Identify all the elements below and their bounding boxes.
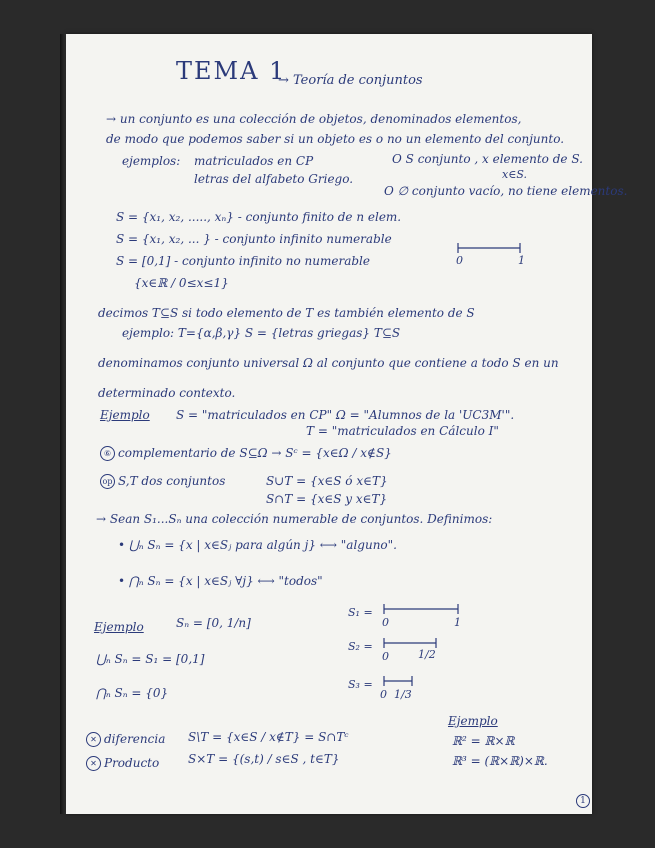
tick-label: 0 [380, 688, 387, 701]
set-label: S₁ = [348, 606, 373, 619]
interval-sketch-0-1 [456, 240, 526, 264]
text-line: ejemplos: [122, 154, 181, 168]
text-line: ✕ Producto [86, 756, 159, 771]
circled-x: ✕ [86, 732, 101, 747]
text-line: S = "matriculados en CP" Ω = "Alumnos de la 'UC3M'". [176, 408, 515, 422]
notebook-page [66, 34, 628, 814]
page-number: 1 [576, 794, 590, 808]
tick-label: 1 [454, 616, 461, 629]
circled-operation: op [100, 474, 115, 489]
tick-label: 1/2 [418, 648, 436, 661]
tick-label: 0 [456, 254, 463, 267]
text-line: determinado contexto. [98, 386, 236, 400]
text-line: S∪T = {x∈S ó x∈T} [266, 474, 388, 488]
text-line: S∩T = {x∈S y x∈T} [266, 492, 388, 506]
text-line: ℝ² = ℝ×ℝ [452, 734, 515, 748]
text-line: decimos T⊆S si todo elemento de T es también elemento de S [98, 306, 475, 320]
text-line: letras del alfabeto Griego. [194, 172, 354, 186]
text-line: • ⋃ₙ Sₙ = {x | x∈Sⱼ para algún j} ⟷ "alguno". [118, 538, 397, 552]
set-label: S₂ = [348, 640, 373, 653]
circled-x: ✕ [86, 756, 101, 771]
section-label: Ejemplo [100, 408, 150, 422]
text-line: de modo que podemos saber si un objeto es o no un elemento del conjunto. [106, 132, 565, 146]
page-subtitle: → Teoría de conjuntos [278, 73, 423, 88]
tick-label: 0 [382, 650, 389, 663]
text-line: • ⋂ₙ Sₙ = {x | x∈Sⱼ ∀j} ⟷ "todos" [118, 574, 323, 588]
circled-number: ⑥ [100, 446, 115, 461]
text-line: S = {x₁, x₂, ....., xₙ} - conjunto finito de n elem. [116, 210, 402, 224]
interval-s1 [382, 602, 462, 616]
text-line: ℝ³ = (ℝ×ℝ)×ℝ. [452, 754, 548, 768]
text-line: O ∅ conjunto vacío, no tiene elementos. [384, 184, 628, 198]
section-label: Ejemplo [94, 620, 144, 634]
text-line: Sₙ = [0, 1/n] [176, 616, 251, 630]
text-line: ejemplo: T={α,β,γ} S = {letras griegas} T⊆S [122, 326, 401, 340]
text-line: S\T = {x∈S / x∉T} = S∩Tᶜ [188, 730, 349, 744]
text-line: T = "matriculados en Cálculo I" [306, 424, 499, 438]
text-line: matriculados en CP [194, 154, 314, 168]
text-line: ⑥ complementario de S⊆Ω → Sᶜ = {x∈Ω / x∉S} [100, 446, 392, 461]
text-line: ✕ diferencia [86, 732, 165, 747]
page-title: TEMA 1 [176, 57, 287, 85]
tick-label: 0 [382, 616, 389, 629]
tick-label: 1 [518, 254, 525, 267]
text-line: x∈S. [502, 168, 527, 181]
text-line: → un conjunto es una colección de objetos, denominados elementos, [106, 112, 522, 126]
text-line: → Sean S₁...Sₙ una colección numerable de conjuntos. Definimos: [96, 512, 493, 526]
tick-label: 1/3 [394, 688, 412, 701]
text-line: S = {x₁, x₂, ... } - conjunto infinito numerable [116, 232, 392, 246]
section-label: Ejemplo [448, 714, 498, 728]
text-line: S = [0,1] - conjunto infinito no numerable [116, 254, 370, 268]
text-line: ⋃ₙ Sₙ = S₁ = [0,1] [96, 652, 205, 666]
text-line: denominamos conjunto universal Ω al conjunto que contiene a todo S en un [98, 356, 559, 370]
text-line: {x∈ℝ / 0≤x≤1} [134, 276, 229, 290]
text-line: S×T = {(s,t) / s∈S , t∈T} [188, 752, 340, 766]
interval-s3 [382, 674, 422, 688]
text-line: op S,T dos conjuntos [100, 474, 225, 489]
text-line: O S conjunto , x elemento de S. [392, 152, 583, 166]
set-label: S₃ = [348, 678, 373, 691]
text-line: ⋂ₙ Sₙ = {0} [96, 686, 169, 700]
